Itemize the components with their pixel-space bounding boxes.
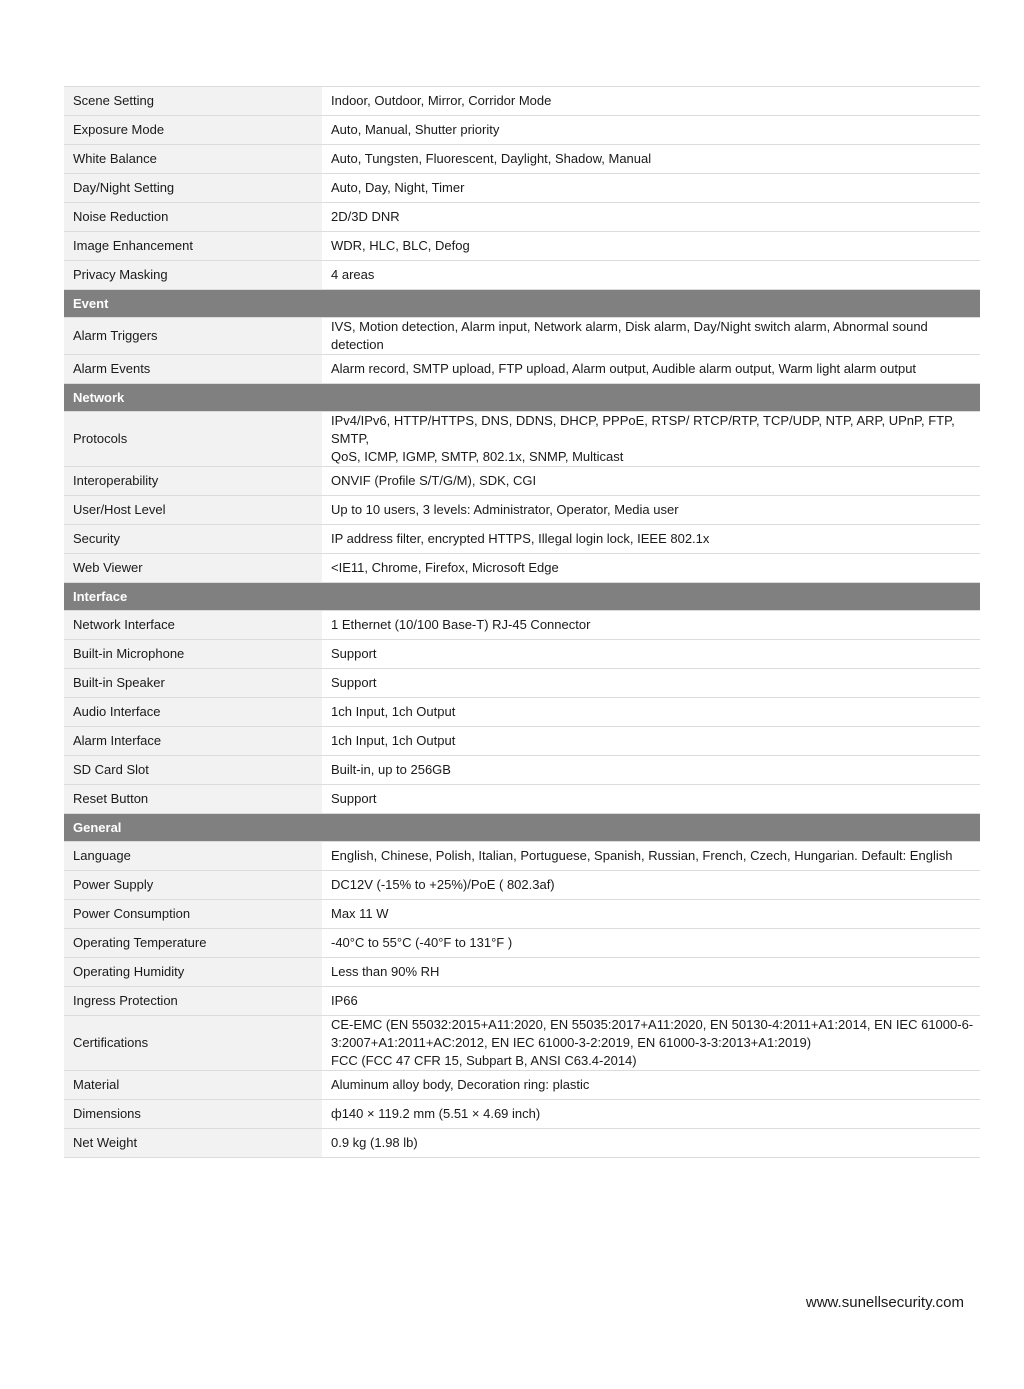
table-row xyxy=(64,116,980,145)
spec-value xyxy=(322,232,980,261)
section-header-network xyxy=(64,384,980,412)
table-row xyxy=(64,785,980,814)
spec-label: Ingress Protection xyxy=(64,987,322,1016)
table-row xyxy=(64,232,980,261)
table-row xyxy=(64,261,980,290)
spec-value-line: -40°C to 55°C (-40°F to 131°F ) xyxy=(331,935,513,950)
table-row xyxy=(64,412,980,467)
table-row xyxy=(64,900,980,929)
spec-label: Exposure Mode xyxy=(64,116,322,145)
spec-value xyxy=(322,1071,980,1100)
spec-value xyxy=(322,871,980,900)
spec-label: Alarm Interface xyxy=(64,727,322,756)
spec-value xyxy=(322,756,980,785)
spec-label: Web Viewer xyxy=(64,554,322,583)
spec-value xyxy=(322,203,980,232)
spec-value-line: Less than 90% RH xyxy=(331,964,440,979)
spec-value-line: Aluminum alloy body, Decoration ring: plastic xyxy=(331,1077,590,1092)
spec-value-line: Built-in, up to 256GB xyxy=(331,762,451,777)
spec-label: Audio Interface xyxy=(64,698,322,727)
table-row xyxy=(64,727,980,756)
spec-value-line: Max 11 W xyxy=(331,906,389,921)
spec-value xyxy=(322,1129,980,1158)
spec-label: User/Host Level xyxy=(64,496,322,525)
spec-value xyxy=(322,698,980,727)
table-row xyxy=(64,496,980,525)
spec-value xyxy=(322,467,980,496)
spec-value-line: FCC (FCC 47 CFR 15, Subpart B, ANSI C63.4-2014) xyxy=(331,1053,637,1068)
spec-label: Operating Temperature xyxy=(64,929,322,958)
spec-value-line: detection xyxy=(331,337,384,352)
spec-value xyxy=(322,87,980,116)
spec-value-line: English, Chinese, Polish, Italian, Portuguese, Spanish, Russian, French, Czech, Hungarian. Default: English xyxy=(331,848,953,863)
spec-value-line: 0.9 kg (1.98 lb) xyxy=(331,1135,418,1150)
spec-label: Alarm Events xyxy=(64,355,322,384)
spec-label: Language xyxy=(64,842,322,871)
spec-value-line: ONVIF (Profile S/T/G/M), SDK, CGI xyxy=(331,473,537,488)
table-row xyxy=(64,355,980,384)
table-row xyxy=(64,1129,980,1158)
spec-value-line: 2D/3D DNR xyxy=(331,209,400,224)
table-row xyxy=(64,698,980,727)
spec-value-line: Up to 10 users, 3 levels: Administrator, Operator, Media user xyxy=(331,502,679,517)
spec-value xyxy=(322,842,980,871)
spec-value-line: IP address filter, encrypted HTTPS, Illegal login lock, IEEE 802.1x xyxy=(331,531,710,546)
spec-label: Protocols xyxy=(64,412,322,467)
table-row xyxy=(64,554,980,583)
section-header-interface xyxy=(64,583,980,611)
spec-value-line: Auto, Day, Night, Timer xyxy=(331,180,465,195)
section-title: Interface xyxy=(64,583,980,611)
spec-value xyxy=(322,929,980,958)
spec-value-line: WDR, HLC, BLC, Defog xyxy=(331,238,470,253)
spec-value xyxy=(322,785,980,814)
table-row xyxy=(64,871,980,900)
spec-label: Reset Button xyxy=(64,785,322,814)
spec-value-line: <IE11, Chrome, Firefox, Microsoft Edge xyxy=(331,560,559,575)
spec-value-line: 1 Ethernet (10/100 Base-T) RJ-45 Connector xyxy=(331,617,591,632)
spec-label: Built-in Speaker xyxy=(64,669,322,698)
spec-value-line: 4 areas xyxy=(331,267,375,282)
footer-url[interactable]: www.sunellsecurity.com xyxy=(805,1294,964,1311)
spec-label: Power Consumption xyxy=(64,900,322,929)
spec-value-line: QoS, ICMP, IGMP, SMTP, 802.1x, SNMP, Multicast xyxy=(331,449,624,464)
spec-value xyxy=(322,669,980,698)
section-header-general xyxy=(64,814,980,842)
spec-value xyxy=(322,987,980,1016)
spec-value xyxy=(322,496,980,525)
spec-value-line: Support xyxy=(331,646,377,661)
spec-value-line: CE-EMC (EN 55032:2015+A11:2020, EN 55035:2017+A11:2020, EN 50130-4:2011+A1:2014, EN IEC 61000-6- xyxy=(331,1017,974,1032)
spec-label: Privacy Masking xyxy=(64,261,322,290)
spec-value-line: Auto, Manual, Shutter priority xyxy=(331,122,500,137)
spec-value-line: Support xyxy=(331,791,377,806)
table-row xyxy=(64,318,980,355)
table-row xyxy=(64,525,980,554)
spec-value-line: 1ch Input, 1ch Output xyxy=(331,733,456,748)
spec-value-line: IPv4/IPv6, HTTP/HTTPS, DNS, DDNS, DHCP, PPPoE, RTSP/ RTCP/RTP, TCP/UDP, NTP, ARP, UPnP, FTP, SMTP, xyxy=(331,413,955,446)
spec-label: SD Card Slot xyxy=(64,756,322,785)
spec-label: Day/Night Setting xyxy=(64,174,322,203)
spec-label: Material xyxy=(64,1071,322,1100)
section-title: Network xyxy=(64,384,980,412)
spec-value xyxy=(322,640,980,669)
table-row xyxy=(64,203,980,232)
table-row xyxy=(64,756,980,785)
spec-value-line: Auto, Tungsten, Fluorescent, Daylight, Shadow, Manual xyxy=(331,151,652,166)
spec-label: Net Weight xyxy=(64,1129,322,1158)
spec-table-body xyxy=(64,87,980,1158)
table-row xyxy=(64,1071,980,1100)
table-row xyxy=(64,929,980,958)
spec-label: Noise Reduction xyxy=(64,203,322,232)
spec-value xyxy=(322,611,980,640)
spec-label: Certifications xyxy=(64,1016,322,1071)
spec-label: Network Interface xyxy=(64,611,322,640)
table-row xyxy=(64,174,980,203)
table-row xyxy=(64,467,980,496)
spec-value xyxy=(322,1100,980,1129)
table-row xyxy=(64,1016,980,1071)
spec-value xyxy=(322,525,980,554)
table-row xyxy=(64,145,980,174)
table-row xyxy=(64,640,980,669)
spec-value xyxy=(322,145,980,174)
table-row xyxy=(64,1100,980,1129)
table-row xyxy=(64,842,980,871)
spec-value-line: Support xyxy=(331,675,377,690)
spec-label: Scene Setting xyxy=(64,87,322,116)
spec-label: Operating Humidity xyxy=(64,958,322,987)
spec-value xyxy=(322,412,980,467)
spec-label: Alarm Triggers xyxy=(64,318,322,355)
spec-label: Interoperability xyxy=(64,467,322,496)
table-row xyxy=(64,958,980,987)
spec-value xyxy=(322,727,980,756)
section-title: Event xyxy=(64,290,980,318)
spec-value xyxy=(322,261,980,290)
table-row xyxy=(64,669,980,698)
spec-value xyxy=(322,174,980,203)
spec-label: Image Enhancement xyxy=(64,232,322,261)
spec-label: Dimensions xyxy=(64,1100,322,1129)
spec-value-line: 1ch Input, 1ch Output xyxy=(331,704,456,719)
table-row xyxy=(64,611,980,640)
spec-value-line: IP66 xyxy=(331,993,358,1008)
spec-label: Security xyxy=(64,525,322,554)
spec-label: Built-in Microphone xyxy=(64,640,322,669)
spec-value xyxy=(322,355,980,384)
spec-value-line: Indoor, Outdoor, Mirror, Corridor Mode xyxy=(331,93,552,108)
spec-label: Power Supply xyxy=(64,871,322,900)
spec-label: White Balance xyxy=(64,145,322,174)
section-title: General xyxy=(64,814,980,842)
spec-value-line: IVS, Motion detection, Alarm input, Network alarm, Disk alarm, Day/Night switch alarm, Abnormal sound xyxy=(331,319,928,334)
spec-value xyxy=(322,318,980,355)
spec-value xyxy=(322,554,980,583)
spec-value-line: DC12V (-15% to +25%)/PoE ( 802.3af) xyxy=(331,877,555,892)
spec-value xyxy=(322,958,980,987)
section-header-event xyxy=(64,290,980,318)
table-row xyxy=(64,87,980,116)
spec-value-line: ф140 × 119.2 mm (5.51 × 4.69 inch) xyxy=(331,1106,541,1121)
spec-value xyxy=(322,116,980,145)
table-row xyxy=(64,987,980,1016)
spec-value-line: 3:2007+A1:2011+AC:2012, EN IEC 61000-3-2:2019, EN 61000-3-3:2013+A1:2019) xyxy=(331,1035,812,1050)
spec-value xyxy=(322,1016,980,1071)
spec-table xyxy=(64,86,980,1158)
spec-value xyxy=(322,900,980,929)
spec-value-line: Alarm record, SMTP upload, FTP upload, Alarm output, Audible alarm output, Warm light alarm output xyxy=(331,361,917,376)
